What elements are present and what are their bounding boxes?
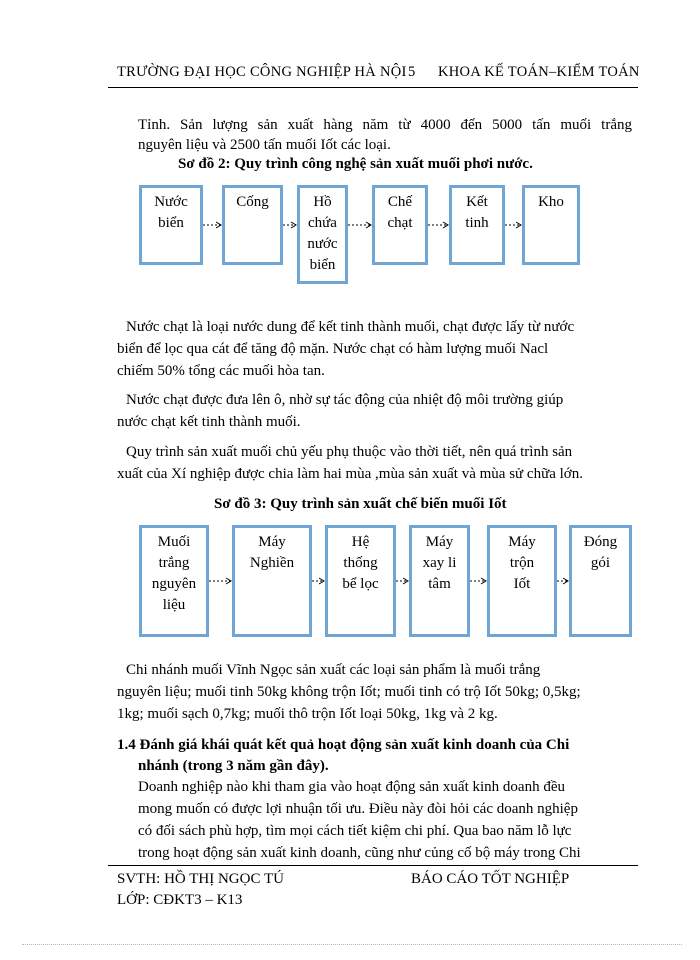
diagram3-box-2-text: Máy: [258, 534, 286, 550]
page-number: 5: [408, 64, 416, 80]
diagram3-box-5-text: Iốt: [513, 576, 531, 592]
para-3-line-1: Quy trình sản xuất muối chủ yếu phụ thuộc vào thời tiết, nên quá trình sản: [126, 444, 573, 460]
page-bottom-dotted-line: [22, 944, 682, 945]
diagram2-box-1-text: Nước: [154, 194, 188, 210]
footer-class: LỚP: CĐKT3 – K13: [117, 892, 243, 908]
diagram2-box-5-text: Kết: [466, 194, 488, 210]
diagram3-box-4-text: tâm: [428, 576, 451, 592]
diagram2-box-4-text: chạt: [387, 215, 413, 231]
section-heading-line-2: nhánh (trong 3 năm gần đây).: [138, 758, 329, 774]
diagram3-box-2-text: Nghiền: [249, 555, 295, 571]
section-body-line-2: mong muốn có được lợi nhuận tối ưu. Điều này đòi hỏi các doanh nghiệp: [138, 801, 578, 817]
section-body-line-4: trong hoạt động sản xuất kinh doanh, cũng như củng cố bộ máy trong Chi: [138, 845, 581, 861]
para-2-line-2: nước chạt kết tinh thành muối.: [117, 414, 301, 430]
diagram3-box-3-text: thống: [343, 555, 378, 571]
diagram3-box-4-text: Máy: [425, 534, 454, 550]
footer-report: BÁO CÁO TỐT NGHIỆP: [411, 871, 570, 887]
diagram2-box-6-text: Kho: [538, 194, 564, 210]
diagram3-box-1-text: trắng: [158, 555, 190, 571]
diagram3-box-1-text: nguyên: [151, 576, 197, 592]
diagram2-box-2-text: Cống: [236, 194, 269, 210]
products-line-3: 1kg; muối sạch 0,7kg; muối thô trộn Iốt loại 50kg, 1kg và 2 kg.: [117, 706, 498, 722]
diagram3-box-6-text: Đóng: [583, 534, 618, 550]
intro-line-2: nguyên liệu và 2500 tấn muối Iốt các loại.: [138, 137, 391, 153]
diagram2-box-1-text: biển: [158, 215, 184, 231]
diagram3-box-5-text: Máy: [508, 534, 536, 550]
diagram2-box-3-text: Hồ: [313, 194, 332, 210]
diagram3-box-5-text: trộn: [509, 555, 535, 571]
diagram3-title: Sơ đồ 3: Quy trình sản xuất chế biến muối Iốt: [214, 496, 507, 512]
diagram3-arrow-1: [209, 578, 231, 584]
diagram3-box-1-text: liệu: [162, 597, 186, 613]
diagram3-box-4-text: xay li: [422, 555, 457, 571]
diagram3-arrow-5: [557, 578, 568, 584]
products-line-1: Chi nhánh muối Vĩnh Ngọc sản xuất các loại sản phẩm là muối trắng: [126, 662, 541, 678]
section-heading-line-1: 1.4 Đánh giá khái quát kết quả hoạt động sản xuất kinh doanh của Chi: [117, 737, 570, 753]
diagram2-title: Sơ đồ 2: Quy trình công nghệ sản xuất muối phơi nước.: [178, 156, 533, 172]
diagram3-box-3-text: bể lọc: [342, 576, 379, 592]
diagram2-box-3-text: nước: [307, 236, 338, 252]
diagram2-box-5-text: tinh: [465, 215, 489, 231]
products-line-2: nguyên liệu; muối tinh 50kg không trộn Iốt; muối tinh có trộ Iốt 50kg; 0,5kg;: [117, 684, 581, 700]
header-school: TRƯỜNG ĐẠI HỌC CÔNG NGHIỆP HÀ NỘI: [117, 64, 407, 80]
diagram3-box-3-text: Hệ: [351, 534, 370, 550]
diagram2-box-3-text: biển: [309, 257, 336, 273]
para-1-line-1: Nước chạt là loại nước dung để kết tinh thành muối, chạt được lấy từ nước: [126, 319, 575, 335]
section-body-line-1: Doanh nghiệp nào khi tham gia vào hoạt động sản xuất kinh doanh đều: [138, 779, 565, 795]
diagram3-arrow-3: [396, 578, 408, 584]
para-3-line-2: xuất của Xí nghiệp được chia làm hai mùa ,mùa sản xuất và mùa sử chữa lớn.: [117, 466, 583, 482]
header-faculty: KHOA KẾ TOÁN–KIỂM TOÁN: [438, 64, 640, 80]
diagram3-arrow-2: [312, 578, 324, 584]
footer-rule: [108, 865, 638, 866]
diagram3-box-6-text: gói: [590, 555, 611, 571]
para-1-line-2: biển để lọc qua cát để tăng độ mặn. Nước chạt có hàm lượng muối Nacl: [117, 341, 549, 357]
diagram2-box-4-text: Chế: [387, 194, 413, 210]
diagram3-arrow-4: [470, 578, 486, 584]
diagram2-box-3-text: chứa: [308, 215, 337, 231]
para-2-line-1: Nước chạt được đưa lên ô, nhờ sự tác động của nhiệt độ môi trường giúp: [126, 392, 564, 408]
para-1-line-3: chiếm 50% tổng các muối hòa tan.: [117, 363, 325, 379]
section-body-line-3: có đối sách phù hợp, tìm mọi cách tiết kiệm chi phí. Qua bao năm lỗ lực: [138, 823, 572, 839]
footer-student: SVTH: HỒ THỊ NGỌC TÚ: [117, 871, 284, 887]
diagram3-box-1-text: Muối: [157, 534, 191, 550]
intro-line-1: Tỉnh. Sản lượng sản xuất hàng năm từ 4000 đến 5000 tấn muối trắng: [138, 117, 632, 133]
